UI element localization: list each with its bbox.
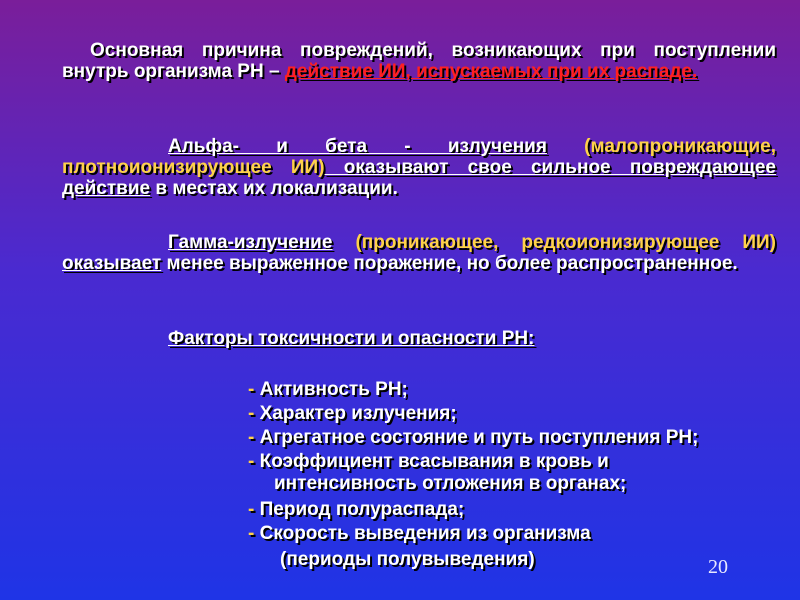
factors-list [248, 378, 788, 574]
alpha-beta-term: Альфа- и бета - излучения [168, 136, 547, 157]
list-item-text: Период полураспада; [259, 499, 465, 520]
list-item [248, 498, 788, 522]
paragraph-alpha-beta [62, 136, 776, 199]
list-item-continuation: интенсивность отложения в органах; [274, 473, 627, 494]
paragraph-main-cause [62, 40, 776, 82]
list-dash: - [248, 379, 260, 400]
list-item [248, 426, 788, 450]
gamma-rest: менее выраженное поражение, но более распространенное. [161, 253, 738, 274]
list-item-text: Скорость выведения из организма [259, 523, 591, 544]
factors-heading-row [62, 328, 776, 349]
page-number: 20 [708, 556, 728, 578]
list-item-text: Коэффициент всасывания в кровь и [259, 451, 609, 472]
list-item [248, 402, 788, 426]
list-dash: - [248, 403, 260, 424]
gamma-term: Гамма-излучение [168, 232, 333, 253]
list-item-text: Активность РН; [259, 379, 408, 400]
list-item [248, 450, 788, 474]
gamma-note: (проникающее, редкоионизирующее ИИ) [332, 232, 776, 253]
list-item [248, 522, 788, 546]
list-dash: - [248, 427, 260, 448]
alpha-beta-effect: оказывают свое сильное повреждающее действие [62, 157, 776, 199]
main-cause-text: Основная причина повреждений, возникающих при поступлении внутрь организма РН – [62, 40, 776, 82]
list-item-continuation: (периоды полувыведения) [280, 549, 535, 570]
paragraph-gamma [62, 232, 776, 274]
alpha-beta-note: (малопроникающие, плотноионизирующее ИИ) [62, 136, 777, 178]
list-dash: - [248, 523, 260, 544]
list-dash: - [248, 451, 260, 472]
list-item [248, 378, 788, 402]
list-item-text: Характер излучения; [259, 403, 457, 424]
list-item-text: Агрегатное состояние и путь поступления РН; [259, 427, 699, 448]
main-cause-highlight: действие ИИ, испускаемых при их распаде. [284, 61, 698, 82]
gamma-effect: оказывает [62, 253, 162, 274]
factors-heading: Факторы токсичности и опасности РН: [168, 328, 535, 349]
alpha-beta-location: в местах их локализации. [150, 178, 398, 199]
list-dash: - [248, 499, 260, 520]
